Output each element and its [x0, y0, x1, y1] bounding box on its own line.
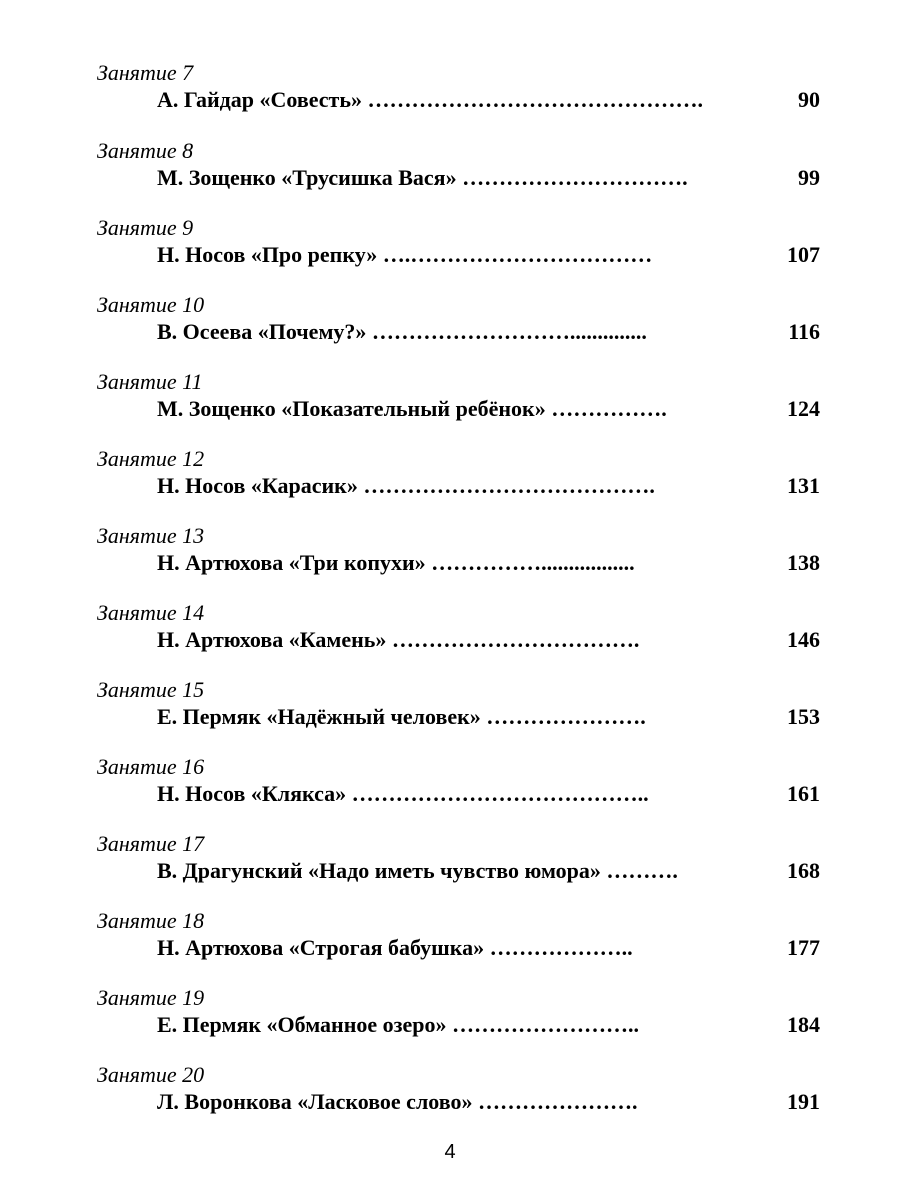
toc-entry [0, 369, 900, 447]
page-reference: 131 [787, 473, 820, 498]
story-title: А. Гайдар «Совесть» ………………………………………. [157, 87, 703, 112]
story-title: М. Зощенко «Показательный ребёнок» ……………. [157, 396, 667, 421]
page-reference: 161 [787, 781, 820, 806]
toc-entry [0, 60, 900, 138]
page-reference: 177 [787, 935, 820, 960]
page-reference: 184 [787, 1012, 820, 1037]
story-title: Л. Воронкова «Ласковое слово» …………………. [157, 1089, 638, 1114]
page-reference: 99 [798, 165, 820, 190]
toc-entry [0, 446, 900, 524]
toc-entry [0, 292, 900, 370]
lesson-label: Занятие 17 [97, 831, 205, 856]
toc-entry [0, 523, 900, 601]
page-number: 4 [444, 1141, 456, 1163]
lesson-label: Занятие 13 [97, 523, 205, 548]
toc-entry [0, 831, 900, 909]
toc-entry [0, 754, 900, 832]
page-reference: 153 [787, 704, 820, 729]
lesson-label: Занятие 11 [97, 369, 203, 394]
page-reference: 116 [788, 319, 820, 344]
toc-entry [0, 215, 900, 293]
lesson-label: Занятие 9 [97, 215, 194, 240]
page-reference: 90 [798, 87, 820, 112]
toc-entry [0, 908, 900, 986]
toc-entry [0, 138, 900, 216]
page-reference: 191 [787, 1089, 820, 1114]
lesson-label: Занятие 14 [97, 600, 205, 625]
page-reference: 107 [787, 242, 820, 267]
page-reference: 168 [787, 858, 820, 883]
lesson-label: Занятие 20 [97, 1062, 205, 1087]
page-reference: 124 [787, 396, 820, 421]
page-reference: 146 [787, 627, 820, 652]
story-title: Н. Артюхова «Камень» ……………………………. [157, 627, 640, 652]
story-title: Е. Пермяк «Обманное озеро» …………………….. [157, 1012, 639, 1037]
page-reference: 138 [787, 550, 820, 575]
story-title: М. Зощенко «Трусишка Вася» …………………………. [157, 165, 688, 190]
toc-entry [0, 600, 900, 678]
lesson-label: Занятие 15 [97, 677, 205, 702]
toc-entry [0, 985, 900, 1063]
lesson-label: Занятие 12 [97, 446, 205, 471]
story-title: Е. Пермяк «Надёжный человек» …………………. [157, 704, 646, 729]
lesson-label: Занятие 16 [97, 754, 205, 779]
story-title: Н. Носов «Карасик» …………………………………. [157, 473, 655, 498]
story-title: В. Драгунский «Надо иметь чувство юмора» ………. [157, 858, 678, 883]
lesson-label: Занятие 19 [97, 985, 205, 1010]
lesson-label: Занятие 8 [97, 138, 194, 163]
toc-entry [0, 677, 900, 755]
lesson-label: Занятие 18 [97, 908, 205, 933]
story-title: Н. Носов «Клякса» ………………………………….. [157, 781, 649, 806]
story-title: Н. Артюхова «Три копухи» ……………................. [157, 550, 635, 575]
story-title: В. Осеева «Почему?» ……………………….............. [157, 319, 647, 344]
story-title: Н. Носов «Про репку» ….…………………………… [157, 242, 653, 267]
toc-entry [0, 1062, 900, 1140]
story-title: Н. Артюхова «Строгая бабушка» ……………….. [157, 935, 633, 960]
lesson-label: Занятие 10 [97, 292, 205, 317]
lesson-label: Занятие 7 [97, 60, 194, 85]
